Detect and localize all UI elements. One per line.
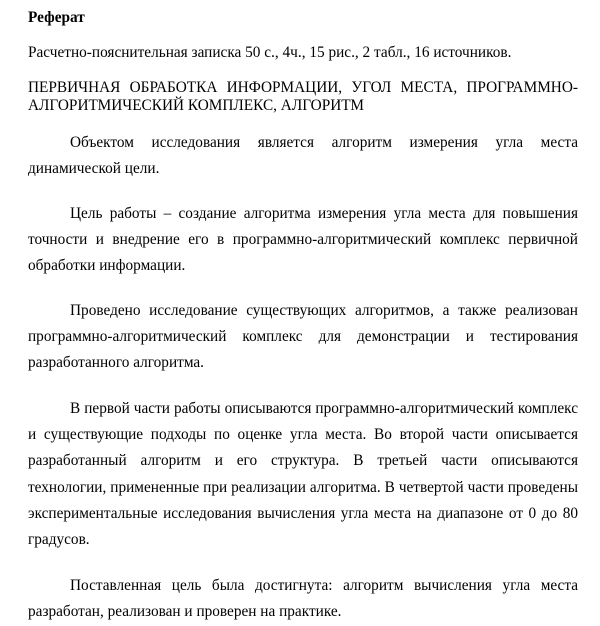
abstract-heading: Реферат xyxy=(28,9,85,26)
keywords: ПЕРВИЧНАЯ ОБРАБОТКА ИНФОРМАЦИИ, УГОЛ МЕСТА, ПРОГРАММНО-АЛГОРИТМИЧЕСКИЙ КОМПЛЕКС, АЛГОРИТМ xyxy=(28,79,578,114)
paragraph-goal: Цель работы – создание алгоритма измерения угла места для повышения точности и внедрение его в программно-алгоритмический комплекс первичной обработки информации. xyxy=(28,205,578,275)
paragraph-research: Проведено исследование существующих алгоритмов, а также реализован программно-алгоритмический комплекс для демонстрации и тестирования разработанного алгоритма. xyxy=(28,302,578,372)
paragraph-conclusion: Поставленная цель была достигнута: алгоритм вычисления угла места разработан, реализован и проверен на практике. xyxy=(28,577,578,621)
summary-line: Расчетно-пояснительная записка 50 с., 4ч., 15 рис., 2 табл., 16 источников. xyxy=(28,44,512,61)
paragraph-structure: В первой части работы описываются программно-алгоритмический комплекс и существующие подходы по оценке угла места. Во второй части описывается разработанный алгоритм и его структура. В третьей части описываются технологии, примененные при реализации алгоритма. В четвертой части проведены экспериментальные исследования вычисления угла места на диапазоне от 0 до 80 градусов. xyxy=(28,400,578,549)
paragraph-object: Объектом исследования является алгоритм измерения угла места динамической цели. xyxy=(28,134,578,178)
